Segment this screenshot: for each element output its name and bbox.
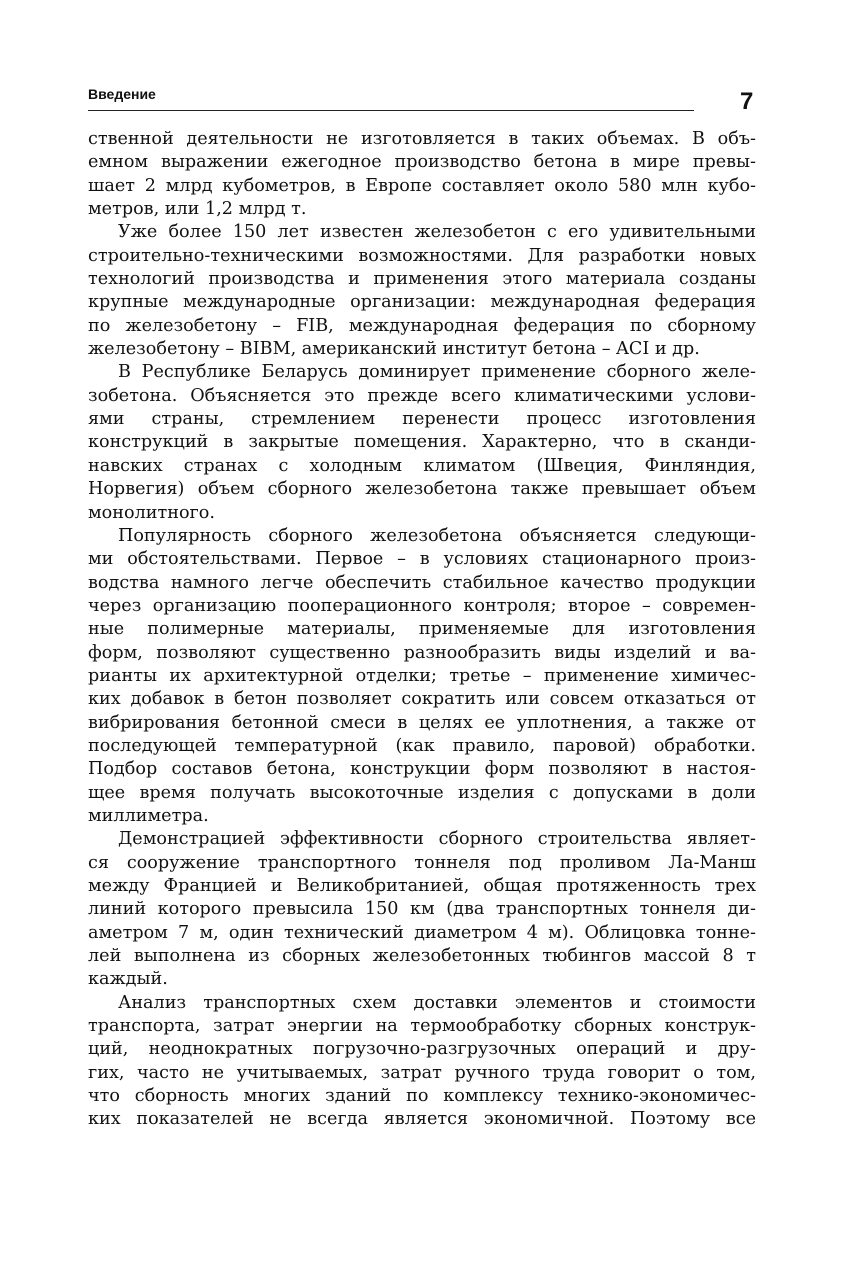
text-line: щее время получать высокоточные изделия с допусками в доли [88, 782, 756, 803]
text-line: ми обстоятельствами. Первое – в условиях стационарного произ- [88, 549, 756, 570]
text-line: водства намного легче обеспечить стабильное качество продукции [88, 572, 756, 593]
text-line: ций, неоднократных погрузочно-разгрузочных операций и дру- [88, 1039, 756, 1060]
text-line: транспорта, затрат энергии на термообработку сборных конструк- [88, 1016, 756, 1037]
text-line: по железобетону – FIB, международная федерация по сборному [88, 315, 756, 336]
text-line: ких показателей не всегда является экономичной. Поэтому все [88, 1109, 756, 1130]
body-text [88, 128, 756, 1132]
text-line: миллиметра. [88, 805, 209, 826]
paragraph [88, 221, 756, 361]
text-line: последующей температурной (как правило, паровой) обработки. [88, 735, 756, 756]
text-line: форм, позволяют существенно разнообразить виды изделий и ва- [88, 642, 756, 663]
text-line: между Францией и Великобританией, общая протяженность трех [88, 876, 756, 896]
page-number: 7 [740, 88, 754, 115]
paragraph [88, 828, 756, 991]
text-line: зобетона. Объясняется это прежде всего климатическими услови- [88, 385, 756, 406]
text-line: Демонстрацией эффективности сборного строительства являет- [118, 829, 756, 850]
text-line: гих, часто не учитываемых, затрат ручного труда говорит о том, [88, 1062, 756, 1083]
text-line: строительно-техническими возможностями. Для разработки новых [88, 245, 756, 266]
text-line: рианты их архитектурной отделки; третье – применение химичес- [88, 665, 756, 686]
text-line: лей выполнена из сборных железобетонных тюбингов массой 8 т [88, 946, 756, 967]
text-line: железобетону – BIBM, американский институт бетона – ACI и др. [88, 339, 700, 360]
paragraph [88, 361, 756, 524]
text-line: что сборность многих зданий по комплексу технико-экономичес- [88, 1086, 756, 1107]
text-line: Норвегия) объем сборного железобетона также превышает объем [88, 479, 756, 500]
text-line: навских странах с холодным климатом (Швеция, Финляндия, [88, 455, 756, 476]
text-line: технологий производства и применения этого материала созданы [88, 269, 756, 290]
text-line: Уже более 150 лет известен железобетон с его удивительными [118, 222, 756, 243]
text-line: Популярность сборного железобетона объясняется следующи- [118, 525, 756, 546]
text-line: шает 2 млрд кубометров, в Европе составляет около 580 млн кубо- [88, 175, 756, 196]
text-line: крупные международные организации: международная федерация [88, 292, 756, 313]
text-line: через организацию пооперационного контроля; второе – современ- [88, 595, 756, 616]
section-title: Введение [88, 86, 156, 102]
text-line: конструкций в закрытые помещения. Характерно, что в сканди- [88, 432, 756, 453]
running-head [88, 86, 694, 111]
text-line: ями страны, стремлением перенести процесс изготовления [88, 409, 756, 430]
text-line: Анализ транспортных схем доставки элементов и стоимости [118, 992, 756, 1013]
text-line: каждый. [88, 969, 168, 990]
paragraph [88, 128, 756, 221]
text-line: ся сооружение транспортного тоннеля под проливом Ла-Манш [88, 852, 756, 873]
text-line: ких добавок в бетон позволяет сократить или совсем отказаться от [88, 689, 756, 710]
text-line: Подбор составов бетона, конструкции форм позволяют в настоя- [88, 759, 756, 780]
paragraph [88, 525, 756, 828]
text-line: ственной деятельности не изготовляется в таких объемах. В объ- [88, 129, 756, 149]
text-line: метров, или 1,2 млрд т. [88, 199, 307, 220]
text-line: монолитного. [88, 502, 215, 523]
text-line: емном выражении ежегодное производство бетона в мире превы- [88, 152, 756, 173]
text-line: аметром 7 м, один технический диаметром 4 м). Облицовка тонне- [88, 922, 756, 943]
text-line: ные полимерные материалы, применяемые для изготовления [88, 619, 756, 640]
text-line: вибрирования бетонной смеси в целях ее уплотнения, а также от [88, 712, 756, 733]
text-line: В Республике Беларусь доминирует применение сборного желе- [118, 362, 756, 383]
paragraph [88, 992, 756, 1132]
text-line: линий которого превысила 150 км (два транспортных тоннеля ди- [88, 899, 756, 920]
